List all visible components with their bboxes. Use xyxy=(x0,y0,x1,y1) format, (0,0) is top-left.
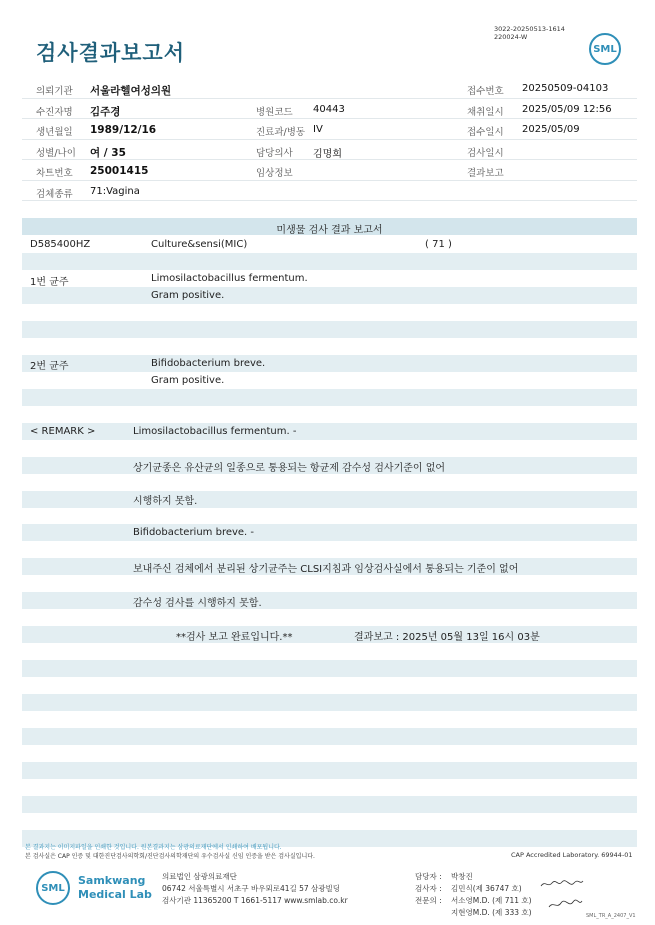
info-label: 임상정보 xyxy=(256,168,293,179)
remark-line: Bifidobacterium breve. - xyxy=(133,527,255,538)
info-row xyxy=(22,99,637,120)
info-label: 진료과/병동 xyxy=(256,127,306,138)
info-label: 의뢰기관 xyxy=(36,86,73,97)
row-band xyxy=(22,626,637,643)
info-value: 1989/12/16 xyxy=(90,124,157,136)
info-label: 성별/나이 xyxy=(36,147,76,159)
row-band xyxy=(22,355,637,372)
info-label: 검사일시 xyxy=(467,147,504,159)
isolate1-label: 1번 균주 xyxy=(30,277,69,288)
row-band xyxy=(22,321,637,338)
document-id xyxy=(494,25,565,41)
isolate2-label: 2번 균주 xyxy=(30,361,69,372)
test-code: D585400HZ xyxy=(30,239,91,250)
info-value: 2025/05/09 xyxy=(522,124,580,135)
staff-row xyxy=(415,871,532,883)
info-value: 20250509-04103 xyxy=(522,83,609,94)
isolate2-gram: Gram positive. xyxy=(151,375,225,386)
info-value: 서울라헬여성의원 xyxy=(90,85,172,97)
isolate1-gram: Gram positive. xyxy=(151,290,225,301)
info-value: 김주경 xyxy=(90,105,121,118)
staff-row xyxy=(415,883,532,895)
staff-name: 서소영M.D. (제 711 호) xyxy=(451,896,532,905)
info-value: 40443 xyxy=(313,103,345,115)
sml-logo xyxy=(589,33,621,65)
staff-role: 검사자 : xyxy=(415,884,442,893)
section-title: 미생물 검사 결과 보고서 xyxy=(276,225,383,236)
page-title: 검사결과보고서 xyxy=(36,41,186,65)
info-value: IV xyxy=(313,124,323,135)
row-band xyxy=(22,796,637,813)
footer-note: 본 검사실은 CAP 인증 및 대한진단검사의학회/진단검사의학재단의 우수검사실 신임 인증을 받은 검사실입니다. xyxy=(25,853,315,860)
report-time: 결과보고 : 2025년 05월 13일 16시 03분 xyxy=(354,632,540,643)
row-band xyxy=(22,694,637,711)
info-label: 검체종류 xyxy=(36,188,73,200)
info-label: 차트번호 xyxy=(36,168,73,179)
brand-line: Samkwang xyxy=(78,874,146,887)
brand-name xyxy=(78,874,152,902)
cap-accreditation: CAP Accredited Laboratory. 69944-01 xyxy=(511,851,633,859)
info-label: 생년월일 xyxy=(36,127,73,138)
info-label: 접수번호 xyxy=(467,86,504,97)
row-band xyxy=(22,592,637,609)
staff-role: 전문의 : xyxy=(415,896,442,905)
row-band xyxy=(22,762,637,779)
signature-image xyxy=(540,878,584,890)
form-code: SML_TR_A_2407_V1 xyxy=(586,913,636,919)
brand-line: Medical Lab xyxy=(78,888,152,901)
address-line: 의료법인 삼광의료재단 xyxy=(162,872,237,881)
row-band xyxy=(22,660,637,677)
row-band xyxy=(22,423,637,440)
staff-role: 담당자 : xyxy=(415,872,442,881)
specimen-code: ( 71 ) xyxy=(425,239,452,250)
info-value: 2025/05/09 12:56 xyxy=(522,103,612,115)
info-label: 담당의사 xyxy=(256,147,293,159)
info-label: 수진자명 xyxy=(36,106,73,118)
info-row xyxy=(22,160,637,181)
row-band xyxy=(22,287,637,304)
info-value: 여 / 35 xyxy=(90,146,126,159)
remark-line: 상기균종은 유산균의 일종으로 통용되는 항균제 감수성 검사기준이 없어 xyxy=(133,463,446,474)
staff-name: 김민식(제 36747 호) xyxy=(451,884,522,893)
info-value: 71:Vagina xyxy=(90,185,140,197)
info-label: 접수일시 xyxy=(467,127,504,138)
address-line: 06742 서울특별시 서초구 바우뫼로41길 57 삼광빌딩 xyxy=(162,884,341,893)
patient-info-table xyxy=(22,78,637,201)
staff-name: 지현영M.D. (제 333 호) xyxy=(451,908,532,917)
lab-address xyxy=(162,871,348,907)
document-id-line: 3022-20250513-1614 xyxy=(494,25,565,33)
info-row xyxy=(22,181,637,202)
document-id-line: 220024-W xyxy=(494,33,528,41)
info-value: 김명희 xyxy=(313,148,342,160)
test-name: Culture&sensi(MIC) xyxy=(151,239,248,250)
remark-label: < REMARK > xyxy=(30,426,96,437)
logo-text: SML xyxy=(593,44,617,55)
info-label: 채취일시 xyxy=(467,106,504,118)
info-label: 결과보고 xyxy=(467,168,504,179)
remark-line: 시행하지 못함. xyxy=(133,496,198,507)
info-row xyxy=(22,119,637,140)
info-value: 25001415 xyxy=(90,165,149,177)
info-label: 병원코드 xyxy=(256,106,293,118)
row-band xyxy=(22,728,637,745)
report-complete-text: **검사 보고 완료입니다.** xyxy=(176,632,293,643)
staff-name: 박창진 xyxy=(451,872,473,881)
signature-image xyxy=(547,897,583,911)
row-band xyxy=(22,524,637,541)
remark-line: 감수성 검사를 시행하지 못함. xyxy=(133,598,262,609)
isolate2-name: Bifidobacterium breve. xyxy=(151,358,266,369)
isolate1-name: Limosilactobacillus fermentum. xyxy=(151,273,308,284)
info-row xyxy=(22,78,637,99)
staff-list xyxy=(415,871,532,919)
staff-row xyxy=(415,895,532,907)
footer-sml-logo xyxy=(36,871,70,905)
footer-note: 본 결과지는 이미지파일을 인쇄한 것입니다. 원본결과지는 삼광의료재단에서 인쇄하여 배포됩니다. xyxy=(25,844,282,851)
address-line: 검사기관 11365200 T 1661-5117 www.smlab.co.kr xyxy=(162,896,348,905)
remark-line: 보내주신 검체에서 분리된 상기균주는 CLSI지침과 임상검사실에서 통용되는 기준이 없어 xyxy=(133,564,519,575)
row-band xyxy=(22,389,637,406)
remark-line: Limosilactobacillus fermentum. - xyxy=(133,426,297,437)
logo-text: SML xyxy=(41,883,65,894)
staff-row xyxy=(415,907,532,919)
info-row xyxy=(22,140,637,161)
row-band xyxy=(22,491,637,508)
row-band xyxy=(22,253,637,270)
